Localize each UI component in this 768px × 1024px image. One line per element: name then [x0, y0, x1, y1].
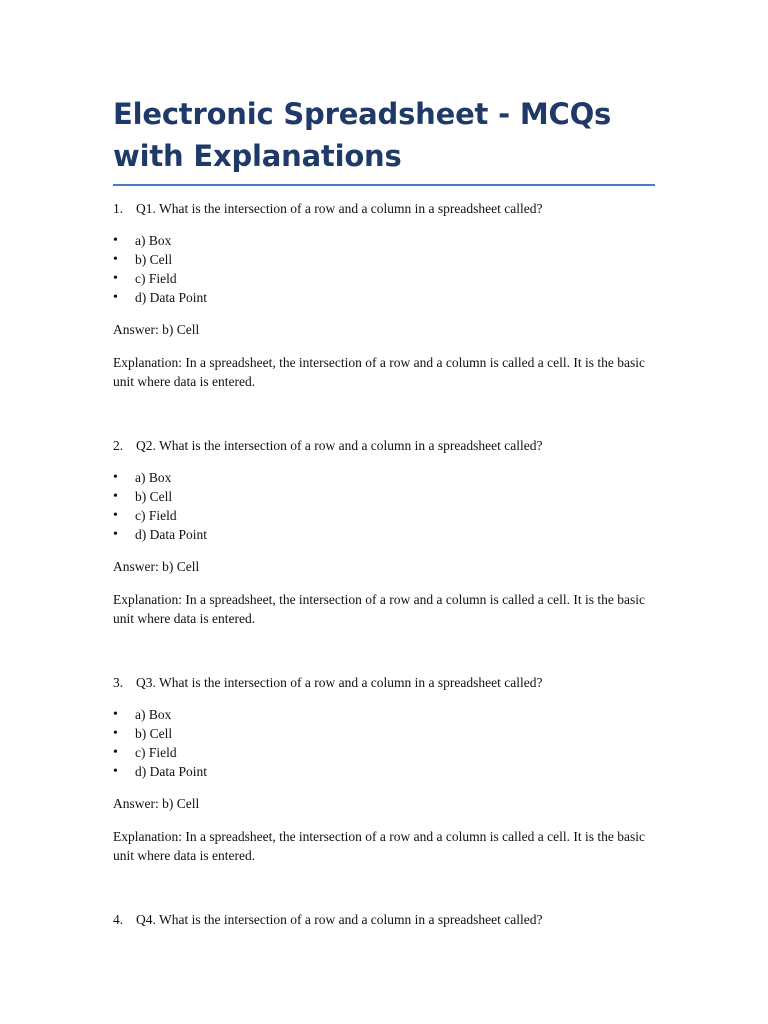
option-item	[113, 743, 658, 762]
bullet-icon: •	[113, 470, 118, 485]
question-block	[113, 910, 658, 929]
title-divider	[113, 184, 655, 186]
question-number: 3.	[113, 675, 124, 690]
bullet-icon: •	[113, 764, 118, 779]
question-number: 4.	[113, 912, 124, 927]
option-item	[113, 525, 658, 544]
option-label: d) Data Point	[135, 764, 207, 779]
bullet-icon: •	[113, 271, 118, 286]
answer-text: Answer: b) Cell	[113, 322, 200, 337]
question-text	[113, 199, 658, 218]
option-item	[113, 705, 658, 724]
option-label: d) Data Point	[135, 527, 207, 542]
option-label: b) Cell	[135, 252, 173, 267]
option-item	[113, 487, 658, 506]
option-label: a) Box	[135, 707, 172, 722]
bullet-icon: •	[113, 252, 118, 267]
question-number: 2.	[113, 438, 124, 453]
option-label: c) Field	[135, 508, 177, 523]
question-label: Q2. What is the intersection of a row and a column in a spreadsheet called?	[136, 438, 543, 453]
explanation-text: Explanation: In a spreadsheet, the intersection of a row and a column is called a cell. It is the basic unit where data is entered.	[113, 828, 645, 863]
bullet-icon: •	[113, 527, 118, 542]
answer-text: Answer: b) Cell	[113, 559, 200, 574]
question-label: Q4. What is the intersection of a row and a column in a spreadsheet called?	[136, 912, 543, 927]
option-item	[113, 288, 658, 307]
option-item	[113, 724, 658, 743]
bullet-icon: •	[113, 745, 118, 760]
question-label: Q1. What is the intersection of a row and a column in a spreadsheet called?	[136, 201, 543, 216]
question-block	[113, 436, 658, 629]
option-label: b) Cell	[135, 489, 173, 504]
option-item	[113, 269, 658, 288]
question-label: Q3. What is the intersection of a row and a column in a spreadsheet called?	[136, 675, 543, 690]
question-block	[113, 673, 658, 866]
bullet-icon: •	[113, 508, 118, 523]
option-item	[113, 506, 658, 525]
explanation-text: Explanation: In a spreadsheet, the intersection of a row and a column is called a cell. It is the basic unit where data is entered.	[113, 591, 645, 626]
document-page	[113, 93, 658, 927]
option-item	[113, 250, 658, 269]
option-label: b) Cell	[135, 726, 173, 741]
option-label: a) Box	[135, 233, 172, 248]
document-title: Electronic Spreadsheet - MCQs with Explanations	[113, 97, 612, 173]
option-label: c) Field	[135, 745, 177, 760]
bullet-icon: •	[113, 233, 118, 248]
question-text	[113, 436, 658, 455]
question-number: 1.	[113, 201, 124, 216]
answer-text: Answer: b) Cell	[113, 796, 200, 811]
bullet-icon: •	[113, 489, 118, 504]
explanation-text: Explanation: In a spreadsheet, the intersection of a row and a column is called a cell. It is the basic unit where data is entered.	[113, 354, 645, 389]
option-item	[113, 468, 658, 487]
option-item	[113, 762, 658, 781]
question-block	[113, 199, 658, 392]
bullet-icon: •	[113, 726, 118, 741]
bullet-icon: •	[113, 290, 118, 305]
options-list	[113, 705, 658, 781]
question-text	[113, 910, 658, 929]
option-label: c) Field	[135, 271, 177, 286]
question-text	[113, 673, 658, 692]
options-list	[113, 231, 658, 307]
option-item	[113, 231, 658, 250]
option-label: d) Data Point	[135, 290, 207, 305]
option-label: a) Box	[135, 470, 172, 485]
bullet-icon: •	[113, 707, 118, 722]
options-list	[113, 468, 658, 544]
